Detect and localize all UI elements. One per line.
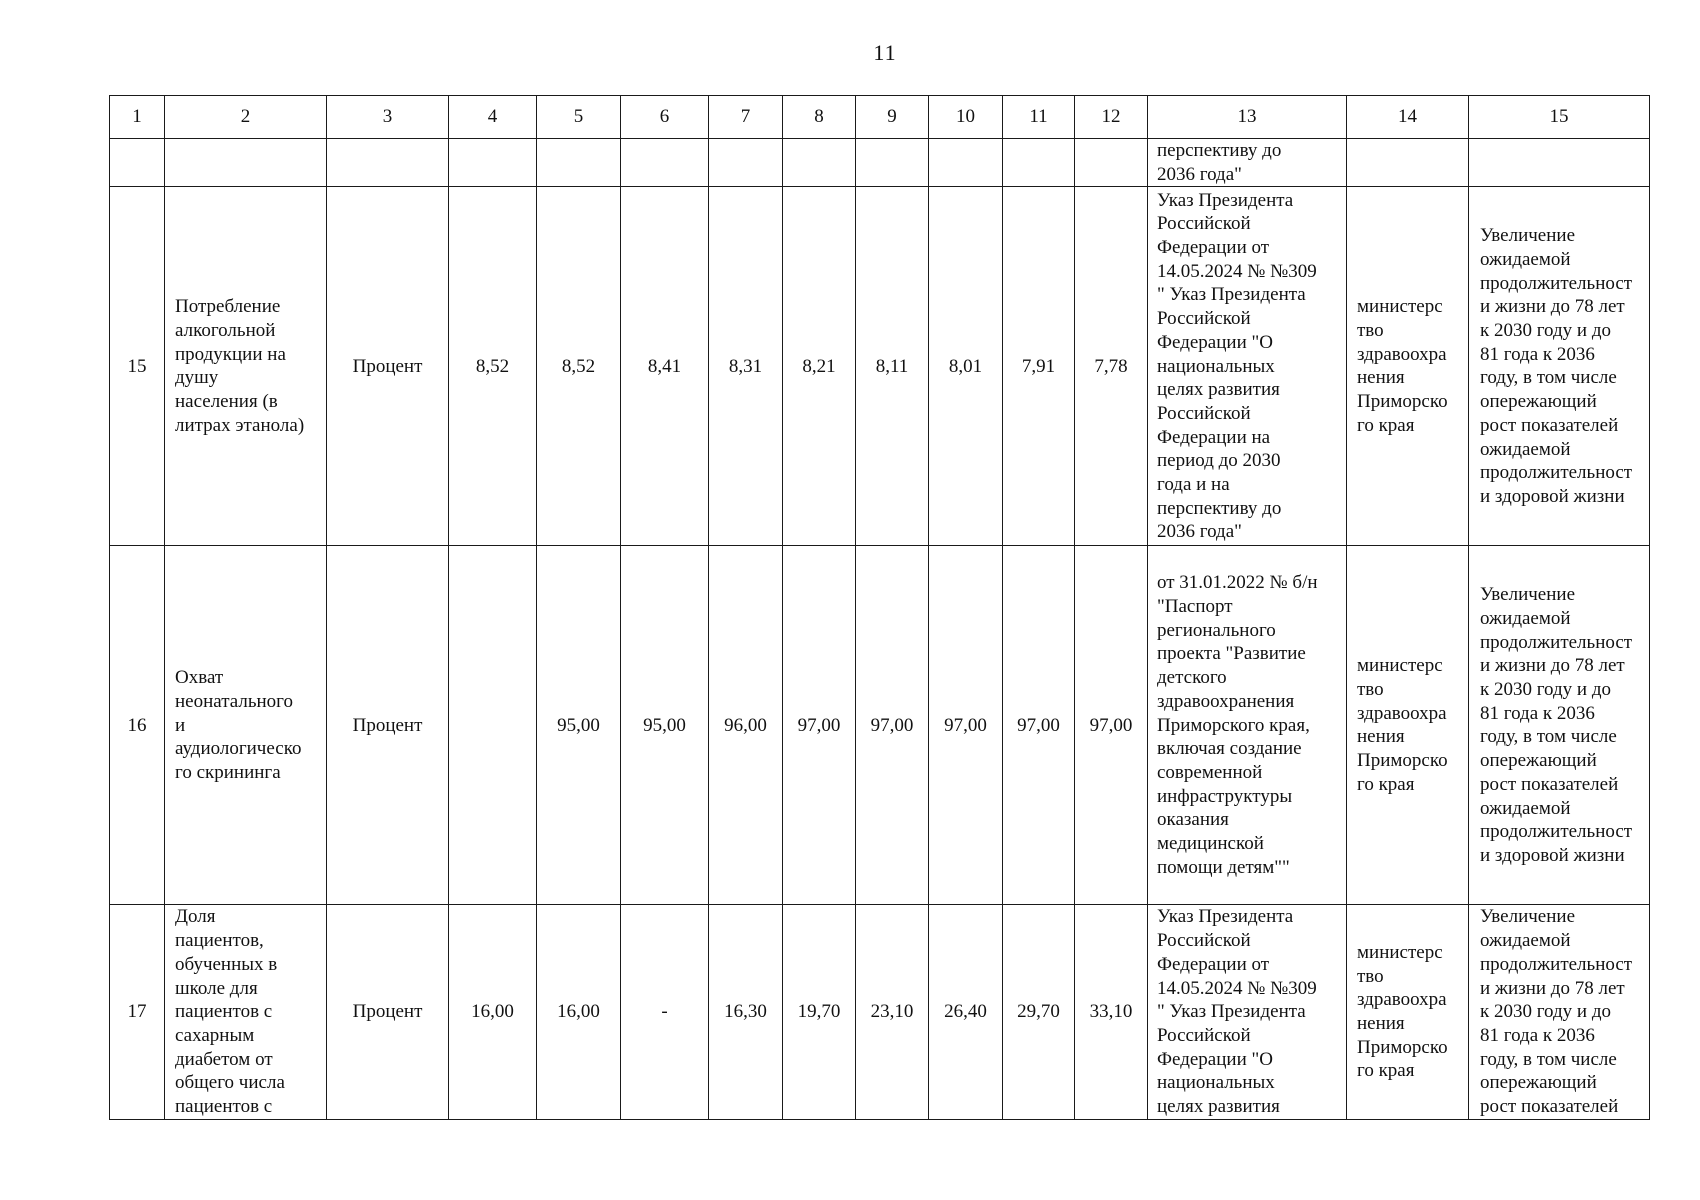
col-header: 4 [449,96,537,139]
value-cell: 19,70 [783,905,856,1119]
value-cell: 7,91 [1003,187,1075,546]
empty-cell [449,139,537,187]
value-cell: 7,78 [1075,187,1148,546]
indicator-name: Охват неонатального и аудиологическо го скрининга [175,667,302,783]
value-cell [449,546,537,905]
value-cell: 8,31 [709,187,783,546]
indicator-name: Доля пациентов, обученных в школе для пациентов с сахарным диабетом от общего числа пациентов с [175,906,285,1118]
indicator-name-cell [165,187,327,546]
col-header: 8 [783,96,856,139]
basis-text: Указ Президента Российской Федерации от 14.05.2024 № №309 " Указ Президента Российской Федерации "О национальных целях развития Российской Федерации на период до 2030 года и на перспективу до 2036 года" [1157,189,1317,543]
responsible-text: министерс тво здравоохра нения Приморско го края [1357,655,1448,795]
col-header: 2 [165,96,327,139]
empty-cell [783,139,856,187]
empty-cell [110,139,165,187]
unit-cell: Процент [327,905,449,1119]
value-cell: 8,52 [449,187,537,546]
empty-cell [1075,139,1148,187]
empty-cell [856,139,929,187]
value-cell: - [621,905,709,1119]
col-header: 12 [1075,96,1148,139]
empty-cell [929,139,1003,187]
goal-text: Увеличение ожидаемой продолжительност и жизни до 78 лет к 2030 году и до 81 года к 2036 году, в том числе опережающий рост показателей ожидаемой продолжительност и здоровой жизни [1480,584,1633,866]
indicator-name-cell [165,546,327,905]
col-header: 7 [709,96,783,139]
col-header: 10 [929,96,1003,139]
row-number: 17 [110,905,165,1119]
indicator-name-cell [165,905,327,1119]
continuation-row [110,139,1650,187]
unit-cell: Процент [327,187,449,546]
value-cell: 23,10 [856,905,929,1119]
col-header: 14 [1347,96,1469,139]
value-cell: 8,21 [783,187,856,546]
col-header: 3 [327,96,449,139]
value-cell: 8,11 [856,187,929,546]
value-cell: 26,40 [929,905,1003,1119]
value-cell: 16,00 [537,905,621,1119]
col-header: 9 [856,96,929,139]
basis-text: от 31.01.2022 № б/н "Паспорт регионального проекта "Развитие детского здравоохранения Приморского края, включая создание современной инфраструктуры оказания медицинской помощи детям"" [1157,572,1318,878]
responsible-text: министерс тво здравоохра нения Приморско го края [1357,296,1448,436]
responsible-cell [1347,546,1469,905]
value-cell: 96,00 [709,546,783,905]
empty-cell [1347,139,1469,187]
responsible-cell [1347,905,1469,1119]
value-cell: 95,00 [537,546,621,905]
goal-cell [1469,187,1650,546]
value-cell: 29,70 [1003,905,1075,1119]
col-header: 6 [621,96,709,139]
basis-cell [1148,905,1347,1119]
col-header: 11 [1003,96,1075,139]
column-number-row [110,96,1650,139]
value-cell: 8,52 [537,187,621,546]
col-header: 13 [1148,96,1347,139]
value-cell: 97,00 [1075,546,1148,905]
indicator-name: Потребление алкогольной продукции на душу населения (в литрах этанола) [175,296,305,436]
col-header: 5 [537,96,621,139]
row-number: 16 [110,546,165,905]
value-cell: 16,30 [709,905,783,1119]
goal-text: Увеличение ожидаемой продолжительност и жизни до 78 лет к 2030 году и до 81 года к 2036 году, в том числе опережающий рост показателей ожидаемой продолжительност и здоровой жизни [1480,225,1633,507]
basis-continuation-text: перспективу до 2036 года" [1157,140,1282,185]
table-row [110,546,1650,905]
value-cell: 97,00 [856,546,929,905]
value-cell: 97,00 [783,546,856,905]
basis-text: Указ Президента Российской Федерации от 14.05.2024 № №309 " Указ Президента Российской Федерации "О национальных целях развития [1157,906,1317,1118]
goal-cell [1469,905,1650,1119]
page-number: 11 [873,40,897,65]
table-row [110,905,1650,1119]
value-cell: 8,41 [621,187,709,546]
unit-cell: Процент [327,546,449,905]
basis-cell [1148,546,1347,905]
value-cell: 33,10 [1075,905,1148,1119]
col-header: 1 [110,96,165,139]
empty-cell [537,139,621,187]
value-cell: 16,00 [449,905,537,1119]
empty-cell [165,139,327,187]
row-number: 15 [110,187,165,546]
table-row [110,187,1650,546]
basis-cell [1148,187,1347,546]
value-cell: 97,00 [1003,546,1075,905]
empty-cell [1469,139,1650,187]
basis-continuation-cell [1148,139,1347,187]
value-cell: 8,01 [929,187,1003,546]
empty-cell [621,139,709,187]
empty-cell [709,139,783,187]
indicators-table [109,95,1650,1120]
value-cell: 95,00 [621,546,709,905]
goal-text: Увеличение ожидаемой продолжительност и жизни до 78 лет к 2030 году и до 81 года к 2036 году, в том числе опережающий рост показателей [1480,906,1633,1118]
value-cell: 97,00 [929,546,1003,905]
goal-cell [1469,546,1650,905]
empty-cell [327,139,449,187]
empty-cell [1003,139,1075,187]
col-header: 15 [1469,96,1650,139]
responsible-cell [1347,187,1469,546]
responsible-text: министерс тво здравоохра нения Приморско го края [1357,941,1448,1082]
